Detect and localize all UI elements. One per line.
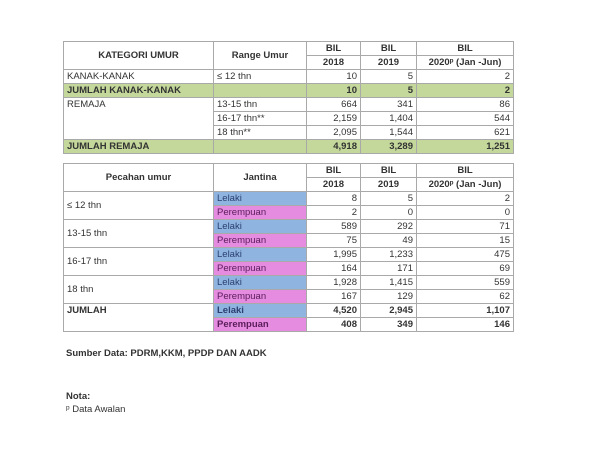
value-2018: 2,159 — [307, 112, 361, 126]
value-2020: 86 — [417, 98, 514, 112]
value-2018: 10 — [307, 70, 361, 84]
value-2020: 62 — [417, 290, 514, 304]
jantina-cell: Perempuan — [214, 318, 307, 332]
jantina-cell: Perempuan — [214, 234, 307, 248]
table-row — [64, 220, 514, 234]
kategori-cell: JUMLAH KANAK-KANAK — [64, 84, 214, 98]
age-category-table — [63, 41, 514, 154]
nota-label: Nota: — [66, 391, 91, 402]
value-2018: 8 — [307, 192, 361, 206]
pecahan-cell: ≤ 12 thn — [64, 192, 214, 220]
kategori-cell: REMAJA — [64, 98, 214, 140]
value-2020: 475 — [417, 248, 514, 262]
pecahan-cell: 18 thn — [64, 276, 214, 304]
value-2020: 544 — [417, 112, 514, 126]
value-2019: 3,289 — [361, 140, 417, 154]
header-bil-2019: BIL — [361, 42, 417, 56]
value-2018: 1,928 — [307, 276, 361, 290]
value-2018: 589 — [307, 220, 361, 234]
jantina-cell: Perempuan — [214, 206, 307, 220]
jantina-cell: Lelaki — [214, 276, 307, 290]
value-2020: 2 — [417, 84, 514, 98]
header-2019: 2019 — [361, 56, 417, 70]
jantina-cell: Lelaki — [214, 304, 307, 318]
value-2019: 5 — [361, 70, 417, 84]
source-note: Sumber Data: PDRM,KKM, PPDP DAN AADK — [66, 348, 267, 359]
header-2019: 2019 — [361, 178, 417, 192]
value-2019: 1,544 — [361, 126, 417, 140]
kategori-cell: JUMLAH REMAJA — [64, 140, 214, 154]
range-cell: 16-17 thn** — [214, 112, 307, 126]
header-bil-2020: BIL — [417, 42, 514, 56]
jantina-cell: Lelaki — [214, 192, 307, 206]
value-2018: 164 — [307, 262, 361, 276]
value-2020: 2 — [417, 70, 514, 84]
value-2019: 341 — [361, 98, 417, 112]
value-2019: 349 — [361, 318, 417, 332]
table-row — [64, 304, 514, 318]
value-2018: 408 — [307, 318, 361, 332]
header-range: Range Umur — [214, 42, 307, 70]
value-2019: 1,415 — [361, 276, 417, 290]
value-2020: 1,251 — [417, 140, 514, 154]
table-row — [64, 276, 514, 290]
jantina-cell: Lelaki — [214, 220, 307, 234]
header-bil-2019: BIL — [361, 164, 417, 178]
header-jantina: Jantina — [214, 164, 307, 192]
value-2019: 292 — [361, 220, 417, 234]
value-2020: 15 — [417, 234, 514, 248]
value-2019: 1,233 — [361, 248, 417, 262]
value-2018: 75 — [307, 234, 361, 248]
value-2019: 1,404 — [361, 112, 417, 126]
value-2018: 2 — [307, 206, 361, 220]
table-row — [64, 192, 514, 206]
header-2018: 2018 — [307, 178, 361, 192]
value-2019: 2,945 — [361, 304, 417, 318]
value-2018: 167 — [307, 290, 361, 304]
pecahan-cell: 13-15 thn — [64, 220, 214, 248]
nota-text: ᵖ Data Awalan — [66, 404, 126, 415]
pecahan-cell: JUMLAH — [64, 304, 214, 332]
value-2020: 621 — [417, 126, 514, 140]
value-2020: 69 — [417, 262, 514, 276]
value-2020: 2 — [417, 192, 514, 206]
value-2020: 0 — [417, 206, 514, 220]
range-cell: 13-15 thn — [214, 98, 307, 112]
table-row — [64, 98, 514, 112]
value-2018: 10 — [307, 84, 361, 98]
value-2019: 49 — [361, 234, 417, 248]
header-pecahan: Pecahan umur — [64, 164, 214, 192]
header-2020: 2020ᵖ (Jan -Jun) — [417, 56, 514, 70]
header-bil-2018: BIL — [307, 42, 361, 56]
jantina-cell: Perempuan — [214, 290, 307, 304]
value-2018: 4,918 — [307, 140, 361, 154]
value-2020: 559 — [417, 276, 514, 290]
value-2019: 5 — [361, 192, 417, 206]
value-2020: 1,107 — [417, 304, 514, 318]
range-cell — [214, 140, 307, 154]
value-2019: 171 — [361, 262, 417, 276]
value-2018: 1,995 — [307, 248, 361, 262]
value-2019: 5 — [361, 84, 417, 98]
value-2018: 664 — [307, 98, 361, 112]
range-cell: ≤ 12 thn — [214, 70, 307, 84]
value-2020: 71 — [417, 220, 514, 234]
gender-breakdown-table — [63, 163, 514, 332]
header-2020: 2020ᵖ (Jan -Jun) — [417, 178, 514, 192]
table-row — [64, 70, 514, 84]
header-kategori: KATEGORI UMUR — [64, 42, 214, 70]
total-row — [64, 84, 514, 98]
jantina-cell: Lelaki — [214, 248, 307, 262]
header-2018: 2018 — [307, 56, 361, 70]
header-bil-2018: BIL — [307, 164, 361, 178]
total-row — [64, 140, 514, 154]
jantina-cell: Perempuan — [214, 262, 307, 276]
value-2019: 129 — [361, 290, 417, 304]
kategori-cell: KANAK-KANAK — [64, 70, 214, 84]
value-2020: 146 — [417, 318, 514, 332]
pecahan-cell: 16-17 thn — [64, 248, 214, 276]
value-2018: 4,520 — [307, 304, 361, 318]
header-bil-2020: BIL — [417, 164, 514, 178]
table-row — [64, 248, 514, 262]
value-2019: 0 — [361, 206, 417, 220]
range-cell: 18 thn** — [214, 126, 307, 140]
value-2018: 2,095 — [307, 126, 361, 140]
range-cell — [214, 84, 307, 98]
